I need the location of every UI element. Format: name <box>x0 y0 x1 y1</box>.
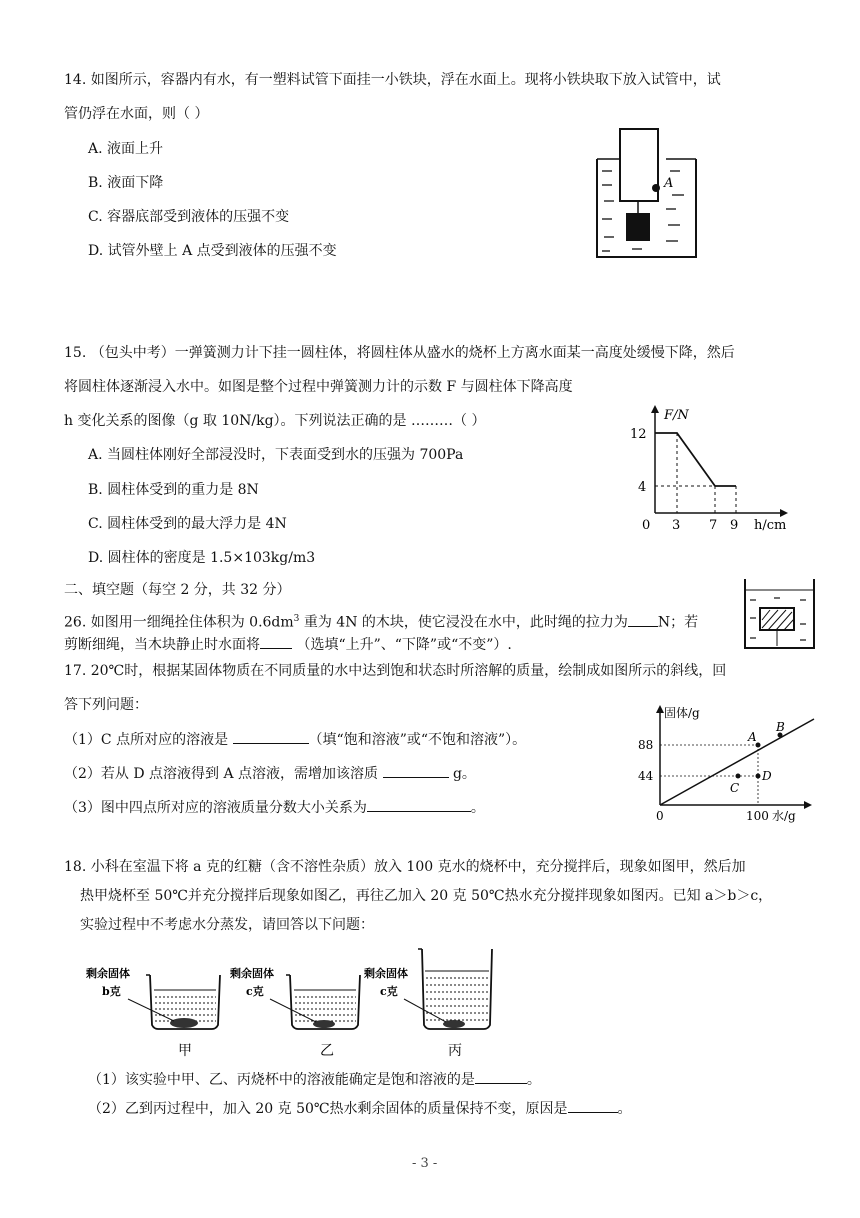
q26-superscript: 3 <box>293 614 300 624</box>
beaker-yi-label: 剩余固体 <box>230 967 274 980</box>
q17-ytick-44: 44 <box>638 769 654 783</box>
q15-option-b: B. 圆柱体受到的重力是 8N <box>88 482 259 498</box>
q17-sub1 <box>64 729 526 750</box>
beaker-bing-caption: 丙 <box>448 1043 462 1059</box>
q18-line2: 热甲烧杯至 50℃并充分搅拌后现象如图乙，再往乙加入 20 克 50℃热水充分搅拌现象如图丙。已知 a＞b＞c， <box>80 888 773 904</box>
q18-sub1 <box>88 1069 541 1090</box>
q26-line2 <box>64 634 512 655</box>
q17-xtick-100: 100 <box>746 809 769 823</box>
q14-option-a: A. 液面上升 <box>88 141 164 157</box>
q17-y-axis-label: 固体/g <box>664 706 700 720</box>
q15-line1: 15. （包头中考）一弹簧测力计下挂一圆柱体，将圆柱体从盛水的烧杯上方离水面某一高度处缓慢下降，然后 <box>64 345 735 361</box>
beaker-yi-mass: c克 <box>246 985 264 998</box>
q14-point-a-label: A <box>664 176 674 191</box>
q18-beakers-figure <box>84 945 504 1060</box>
beaker-bing-mass: c克 <box>380 985 398 998</box>
beaker-bing-label: 剩余固体 <box>364 967 408 980</box>
q26-line2-part2: （选填“上升”、“下降”或“不变”）. <box>292 637 512 653</box>
beaker-bing <box>364 949 492 1059</box>
q26-line2-part1: 剪断细绳，当木块静止时水面将 <box>64 637 260 653</box>
q15-ytick-12: 12 <box>630 427 647 442</box>
q17-sub2-text: （2）若从 D 点溶液得到 A 点溶液，需增加该溶质 <box>64 766 383 782</box>
q14-option-b: B. 液面下降 <box>88 175 164 191</box>
q15-option-d: D. 圆柱体的密度是 1.5×103kg/m3 <box>88 550 316 566</box>
q14-line2: 管仍浮在水面，则（ ） <box>64 106 209 122</box>
q17-sub2 <box>64 763 476 784</box>
q26-blank-water-level[interactable] <box>260 634 292 649</box>
beaker-yi-caption: 乙 <box>320 1043 334 1059</box>
q18-blank-2[interactable] <box>568 1098 618 1113</box>
q15-xtick-7: 7 <box>709 518 718 533</box>
section-fill-in-title: 二、填空题（每空 2 分，共 32 分） <box>64 582 291 598</box>
q17-point-c: C <box>730 781 740 795</box>
q17-solubility-graph <box>638 705 824 825</box>
q15-force-graph <box>630 405 790 535</box>
q17-sub1-text: （1）C 点所对应的溶液是 <box>64 732 233 748</box>
q26-line1 <box>64 609 698 633</box>
q17-blank-1[interactable] <box>233 729 309 744</box>
q17-ytick-88: 88 <box>638 738 654 752</box>
q17-point-d: D <box>762 769 772 783</box>
q18-sub1-text: （1）该实验中甲、乙、丙烧杯中的溶液能确定是饱和溶液的是 <box>88 1072 475 1088</box>
q15-line3: h 变化关系的图像（g 取 10N/kg）。下列说法正确的是 ………（ ） <box>64 413 486 429</box>
q26-line1-part2: 重为 4N 的木块，使它浸没在水中，此时绳的拉力为 <box>299 614 628 631</box>
q17-sub3 <box>64 797 485 818</box>
beaker-jia-mass: b克 <box>102 985 121 998</box>
q15-xtick-9: 9 <box>730 518 739 533</box>
q17-point-a: A <box>748 730 757 744</box>
q14-container-figure <box>596 125 700 265</box>
q17-origin: 0 <box>656 809 664 823</box>
q18-sub2 <box>88 1098 632 1119</box>
q17-x-axis-label: 水/g <box>772 809 796 823</box>
q18-sub1-text-end: 。 <box>526 1072 541 1088</box>
q17-blank-2[interactable] <box>383 763 449 778</box>
q17-point-b: B <box>776 720 785 734</box>
q14-option-d: D. 试管外壁上 A 点受到液体的压强不变 <box>88 243 337 259</box>
q17-sub1-text-end: （填“饱和溶液”或“不饱和溶液”）。 <box>308 732 527 748</box>
q17-line1: 17. 20℃时，根据某固体物质在不同质量的水中达到饱和状态时所溶解的质量，绘制成如图所示的斜线，回 <box>64 663 727 679</box>
q18-blank-1[interactable] <box>475 1069 527 1084</box>
page-number: - 3 - <box>412 1156 438 1171</box>
beaker-yi <box>230 966 360 1059</box>
q14-option-c: C. 容器底部受到液体的压强不变 <box>88 209 290 225</box>
q17-line2: 答下列问题： <box>64 697 148 713</box>
q15-option-a: A. 当圆柱体刚好全部浸没时，下表面受到水的压强为 700Pa <box>88 447 464 463</box>
beaker-jia-caption: 甲 <box>178 1043 192 1059</box>
q18-sub2-text-end: 。 <box>617 1101 632 1117</box>
q14-line1: 14. 如图所示，容器内有水，有一塑料试管下面挂一小铁块，浮在水面上。现将小铁块取下放入试管中，试 <box>64 72 721 88</box>
q26-blank-tension[interactable] <box>628 612 658 627</box>
q15-origin: 0 <box>642 518 651 533</box>
q15-y-axis-label: F/N <box>664 408 689 423</box>
q17-sub3-text-end: 。 <box>470 800 485 816</box>
q15-line2: 将圆柱体逐渐浸入水中。如图是整个过程中弹簧测力计的示数 F 与圆柱体下降高度 <box>64 379 573 395</box>
q15-option-c: C. 圆柱体受到的最大浮力是 4N <box>88 516 287 532</box>
q17-blank-3[interactable] <box>367 797 471 812</box>
q17-sub2-text-end: g。 <box>448 766 476 782</box>
q18-line1: 18. 小科在室温下将 a 克的红糖（含不溶性杂质）放入 100 克水的烧杯中，充分搅拌后，现象如图甲，然后加 <box>64 859 746 875</box>
q26-block-figure <box>744 578 816 650</box>
q15-x-axis-label: h/cm <box>754 518 787 533</box>
q26-line1-part3: N；若 <box>657 614 699 631</box>
q15-xtick-3: 3 <box>672 518 681 533</box>
q26-line1-part1: 26. 如图用一细绳拴住体积为 0.6dm <box>64 614 294 631</box>
beaker-jia <box>86 966 220 1059</box>
q17-sub3-text: （3）图中四点所对应的溶液质量分数大小关系为 <box>64 800 367 816</box>
q18-sub2-text: （2）乙到丙过程中，加入 20 克 50℃热水剩余固体的质量保持不变，原因是 <box>88 1101 568 1117</box>
q18-line3: 实验过程中不考虑水分蒸发，请回答以下问题： <box>80 917 374 933</box>
beaker-jia-label: 剩余固体 <box>86 967 130 980</box>
q15-ytick-4: 4 <box>638 480 647 495</box>
